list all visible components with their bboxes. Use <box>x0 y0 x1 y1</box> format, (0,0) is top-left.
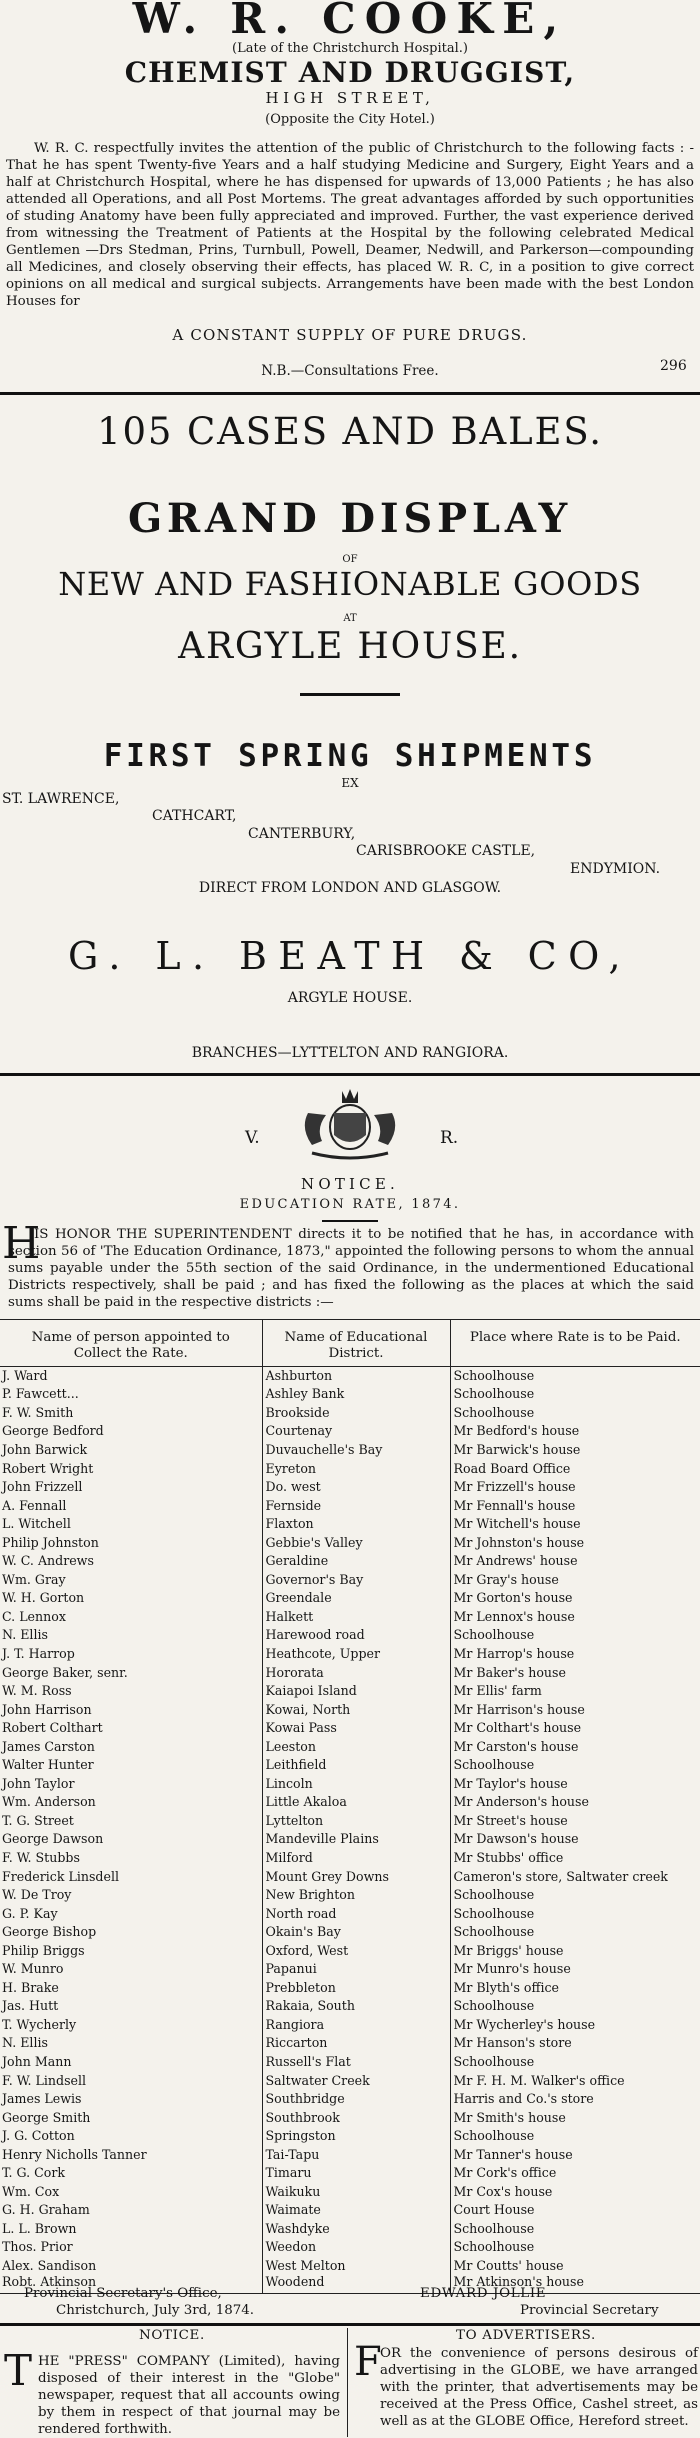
cell-district: New Brighton <box>262 1886 450 1905</box>
cell-place: Schoolhouse <box>453 1386 535 1402</box>
cell-collector: N. Ellis <box>2 2035 48 2051</box>
argyle-ship-carisbrooke: CARISBROOKE CASTLE, <box>356 843 536 859</box>
cell-district: Kaiapoi Island <box>262 1682 450 1701</box>
cell-collector: W. De Troy <box>2 1887 72 1903</box>
cell-district: Tai-Tapu <box>262 2145 450 2164</box>
table-row <box>0 1812 700 1831</box>
cell-district: Prebbleton <box>262 1979 450 1998</box>
cell-collector: W. Munro <box>2 1961 64 1977</box>
table-row <box>0 1886 700 1905</box>
cell-place: Mr Cox's house <box>453 2183 553 2199</box>
cell-collector: John Taylor <box>2 1775 75 1791</box>
cell-collector: Henry Nicholls Tanner <box>2 2146 147 2162</box>
cell-district: Ashburton <box>262 1367 450 1386</box>
cell-district: Courtenay <box>262 1422 450 1441</box>
column-divider <box>347 2328 348 2437</box>
cell-collector: Wm. Anderson <box>2 1794 96 1810</box>
table-row <box>0 1775 700 1794</box>
cell-collector: A. Fennall <box>2 1497 67 1513</box>
cell-place: Mr Witchell's house <box>453 1516 581 1532</box>
table-row <box>0 2034 700 2053</box>
cell-district: Greendale <box>262 1589 450 1608</box>
argyle-firm-house: ARGYLE HOUSE. <box>287 990 413 1006</box>
col-collector-header: Name of person appointed to Collect the Rate. <box>0 1320 262 1367</box>
cell-place: Mr Taylor's house <box>453 1775 568 1791</box>
cell-district: Saltwater Creek <box>262 2071 450 2090</box>
table-row <box>0 1979 700 1998</box>
cell-collector: George Smith <box>2 2109 91 2125</box>
table-row <box>0 2127 700 2146</box>
cell-place: Mr Frizzell's house <box>453 1479 576 1495</box>
cell-collector: P. Fawcett... <box>2 1386 79 1402</box>
argyle-house: ARGYLE HOUSE. <box>178 626 522 667</box>
table-row <box>0 1626 700 1645</box>
cooke-code: 296 <box>660 358 687 374</box>
cooke-trade: CHEMIST AND DRUGGIST, <box>124 56 576 89</box>
section-rule-3 <box>0 2323 700 2326</box>
table-row <box>0 2220 700 2239</box>
argyle-of: OF <box>342 554 358 565</box>
cell-district: Harewood road <box>262 1626 450 1645</box>
table-row <box>0 1515 700 1534</box>
cell-place: Mr Lennox's house <box>453 1608 575 1624</box>
table-row <box>0 1941 700 1960</box>
notice-subtitle: EDUCATION RATE, 1874. <box>239 1197 461 1212</box>
cell-place: Mr Munro's house <box>453 1961 571 1977</box>
table-row <box>0 1645 700 1664</box>
argyle-ship-endymion: ENDYMION. <box>570 861 661 877</box>
cell-district: Eyreton <box>262 1459 450 1478</box>
table-row <box>0 1459 700 1478</box>
cell-collector: W. M. Ross <box>2 1683 72 1699</box>
cell-collector: Wm. Cox <box>2 2183 60 2199</box>
argyle-firm: G. L. BEATH & CO, <box>68 934 632 978</box>
notice-title: NOTICE. <box>301 1175 399 1193</box>
notice-date: Christchurch, July 3rd, 1874. <box>56 2303 255 2318</box>
notice-v: V. <box>245 1128 260 1148</box>
argyle-ship-st-lawrence: ST. LAWRENCE, <box>2 791 120 807</box>
press-body-wrap <box>0 2346 344 2438</box>
cell-collector: Philip Johnston <box>2 1534 99 1550</box>
table-row <box>0 1404 700 1423</box>
press-notice <box>0 2328 344 2438</box>
cell-collector: James Lewis <box>2 2091 82 2107</box>
table-row <box>0 2071 700 2090</box>
cell-collector: N. Ellis <box>2 1627 48 1643</box>
press-title: NOTICE. <box>139 2328 205 2343</box>
table-row <box>0 1589 700 1608</box>
table-row <box>0 1478 700 1497</box>
table-row <box>0 2090 700 2109</box>
cell-place: Mr Wycherley's house <box>453 2016 596 2032</box>
cell-collector: T. G. Street <box>2 1812 74 1828</box>
cell-district: Fernside <box>262 1496 450 1515</box>
cell-place: Mr Andrews' house <box>453 1553 578 1569</box>
cell-district: Rakaia, South <box>262 1997 450 2016</box>
cell-collector: Robert Wright <box>2 1460 94 1476</box>
table-row <box>0 1422 700 1441</box>
cell-district: Russell's Flat <box>262 2053 450 2072</box>
royal-coat-of-arms-icon <box>290 1083 410 1163</box>
section-rule-1 <box>0 392 700 395</box>
cell-district: Mount Grey Downs <box>262 1867 450 1886</box>
cell-place: Road Board Office <box>453 1460 571 1476</box>
cell-district: Rangiora <box>262 2016 450 2035</box>
cooke-body: W. R. C. respectfully invites the attention of the public of Christchurch to the following facts : -That he has spent Twenty-five Years and a half studying Medicine and Surgery, Eight Years and a half at Christchurch Hospital, where he has dispensed for upwards of 13,000 Patients ; he has also attended all Operations, and all Post Mortems. The great advantages afforded by such opportunities of studing Anatomy have been fully appreciated and improved. Further, the vast experience derived from witnessing the Treatment of Patients at the Hospital by the following celebrated Medical Gentlemen —Drs Stedman, Prins, Turnbull, Powell, Deamer, Nedwill, and Parkerson—compounding all Medicines, and closely observing their effects, has placed W. R. C, in a position to give correct opinions on all medical and surgical subjects. Arrangements have been made with the best London Houses for <box>6 141 694 309</box>
cell-collector: G. H. Graham <box>2 2202 90 2218</box>
cell-district: Okain's Bay <box>262 1923 450 1942</box>
cell-place: Mr Cork's office <box>453 2165 557 2181</box>
cell-district: Kowai Pass <box>262 1719 450 1738</box>
cell-place: Schoolhouse <box>453 1368 535 1384</box>
cell-place: Schoolhouse <box>453 2239 535 2255</box>
argyle-grand: GRAND DISPLAY <box>127 495 573 542</box>
advertisers-dropcap: F <box>354 2339 382 2385</box>
section-rule-2 <box>0 1073 700 1076</box>
table-row <box>0 1441 700 1460</box>
table-row <box>0 1663 700 1682</box>
argyle-ship-cathcart: CATHCART, <box>152 808 237 824</box>
cell-collector: F. W. Smith <box>2 1404 74 1420</box>
table-row <box>0 1849 700 1868</box>
cell-district: Duvauchelle's Bay <box>262 1441 450 1460</box>
cell-place: Mr Coutts' house <box>453 2258 564 2274</box>
table-row <box>0 1737 700 1756</box>
table-row <box>0 2257 700 2276</box>
press-dropcap: T <box>4 2346 33 2395</box>
cell-place: Schoolhouse <box>453 1905 535 1921</box>
cell-collector: J. Ward <box>2 1368 48 1384</box>
table-row <box>0 1682 700 1701</box>
table-row <box>0 1571 700 1590</box>
cell-collector: Frederick Linsdell <box>2 1868 119 1884</box>
cell-place: Mr Atkinson's house <box>450 2275 700 2294</box>
cell-place: Mr Dawson's house <box>453 1831 579 1847</box>
argyle-goods: NEW AND FASHIONABLE GOODS <box>58 565 642 603</box>
cell-district: Leithfield <box>262 1756 450 1775</box>
cell-district: Brookside <box>262 1404 450 1423</box>
table-row <box>0 1904 700 1923</box>
cell-place: Mr Anderson's house <box>453 1794 589 1810</box>
cell-district: Governor's Bay <box>262 1571 450 1590</box>
table-row <box>0 1533 700 1552</box>
cell-collector: C. Lennox <box>2 1608 66 1624</box>
table-row <box>0 1756 700 1775</box>
cell-collector: Robert Colthart <box>2 1720 103 1736</box>
cell-place: Mr Harrop's house <box>453 1645 575 1661</box>
cell-collector: G. P. Kay <box>2 1905 58 1921</box>
cell-collector: T. G. Cork <box>2 2165 66 2181</box>
table-row <box>0 2183 700 2202</box>
table-row <box>0 1700 700 1719</box>
notice-body: IS HONOR THE SUPERINTENDENT directs it to be notified that he has, in accordance with section 56 of 'The Education Ordinance, 1873," appointed the following persons to whom the annual sums payable under the 55th section of the said Ordinance, in the undermentioned Educational Districts respectively, shall be paid ; and has fixed the following as the places at which the said sums shall be paid in the respective districts :— <box>8 1227 694 1310</box>
cell-place: Mr Fennall's house <box>453 1497 576 1513</box>
cell-collector: Wm. Gray <box>2 1571 66 1587</box>
advertisers-body: OR the convenience of persons desirous of advertising in the GLOBE, we have arranged with the printer, that advertisements may be received at the Press Office, Cashel street, as well as at the GLOBE Office, Hereford street. <box>380 2346 698 2429</box>
table-row <box>0 2145 700 2164</box>
cell-district: Lyttelton <box>262 1812 450 1831</box>
cell-district: Papanui <box>262 1960 450 1979</box>
cell-district: Southbridge <box>262 2090 450 2109</box>
cooke-supply: A CONSTANT SUPPLY OF PURE DRUGS. <box>172 326 528 344</box>
cell-collector: W. C. Andrews <box>2 1553 94 1569</box>
notice-signer: EDWARD JOLLIE <box>420 2286 547 2301</box>
cell-place: Schoolhouse <box>453 1887 535 1903</box>
table-row <box>0 2108 700 2127</box>
education-districts-table <box>0 1319 700 2294</box>
table-row <box>0 1608 700 1627</box>
cell-collector: L. Witchell <box>2 1516 71 1532</box>
cell-collector: Robt. Atkinson <box>0 2275 262 2294</box>
table-row <box>0 1552 700 1571</box>
cell-place: Court House <box>453 2202 535 2218</box>
cell-place: Schoolhouse <box>453 1924 535 1940</box>
table-row <box>0 1793 700 1812</box>
cell-district: Woodend <box>262 2275 450 2294</box>
table-row <box>0 1867 700 1886</box>
table-row <box>0 1923 700 1942</box>
cell-district: Southbrook <box>262 2108 450 2127</box>
cell-place: Mr Johnston's house <box>453 1534 585 1550</box>
cell-collector: James Carston <box>2 1738 95 1754</box>
cell-place: Schoolhouse <box>453 2128 535 2144</box>
cell-collector: John Mann <box>2 2054 72 2069</box>
table-row <box>0 1960 700 1979</box>
cell-collector: F. W. Lindsell <box>2 2072 87 2088</box>
cell-district: Do. west <box>262 1478 450 1497</box>
cell-district: West Melton <box>262 2257 450 2276</box>
cell-district: Halkett <box>262 1608 450 1627</box>
cell-place: Mr Tanner's house <box>453 2146 573 2162</box>
argyle-at: AT <box>343 613 357 624</box>
cell-place: Schoolhouse <box>453 1404 535 1420</box>
cell-place: Mr Gorton's house <box>453 1590 573 1606</box>
cell-district: Riccarton <box>262 2034 450 2053</box>
table-row <box>0 1830 700 1849</box>
cell-collector: F. W. Stubbs <box>2 1849 80 1865</box>
cell-district: Waikuku <box>262 2183 450 2202</box>
cell-district: Geraldine <box>262 1552 450 1571</box>
cell-place: Mr Street's house <box>453 1812 568 1828</box>
advertisers-title: TO ADVERTISERS. <box>456 2328 596 2343</box>
cell-collector: George Baker, senr. <box>2 1664 128 1680</box>
cell-district: Ashley Bank <box>262 1385 450 1404</box>
cell-place: Mr Carston's house <box>453 1738 579 1754</box>
cell-place: Harris and Co.'s store <box>453 2091 594 2107</box>
cell-district: Milford <box>262 1849 450 1868</box>
cooke-late: (Late of the Christchurch Hospital.) <box>232 41 468 56</box>
cell-district: North road <box>262 1904 450 1923</box>
cell-collector: George Bishop <box>2 1924 97 1940</box>
cell-district: Leeston <box>262 1737 450 1756</box>
cooke-nb: N.B.—Consultations Free. <box>261 363 439 379</box>
cell-place: Mr F. H. M. Walker's office <box>453 2072 625 2088</box>
cell-place: Schoolhouse <box>453 1627 535 1643</box>
table-row <box>0 1997 700 2016</box>
cell-district: Springston <box>262 2127 450 2146</box>
cell-district: Gebbie's Valley <box>262 1533 450 1552</box>
cell-district: Weedon <box>262 2238 450 2257</box>
cooke-name: W. R. COOKE, <box>132 0 568 43</box>
cell-collector: John Harrison <box>2 1701 92 1717</box>
cell-place: Schoolhouse <box>453 2220 535 2236</box>
cell-collector: Philip Briggs <box>2 1942 85 1958</box>
col-place-header: Place where Rate is to be Paid. <box>450 1320 700 1367</box>
argyle-ship-canterbury: CANTERBURY, <box>248 826 356 842</box>
cell-district: Hororata <box>262 1663 450 1682</box>
cell-place: Schoolhouse <box>453 1998 535 2014</box>
cell-place: Mr Stubbs' office <box>453 1849 564 1865</box>
cell-collector: John Frizzell <box>2 1479 83 1495</box>
cooke-street: HIGH STREET, <box>265 89 435 107</box>
notice-signer-title: Provincial Secretary <box>520 2303 659 2318</box>
argyle-shipments: FIRST SPRING SHIPMENTS <box>103 738 597 774</box>
table-row <box>0 1385 700 1404</box>
cell-collector: T. Wycherly <box>2 2016 77 2032</box>
cell-collector: Thos. Prior <box>2 2239 73 2255</box>
cell-collector: John Barwick <box>2 1441 88 1457</box>
cell-collector: J. T. Harrop <box>2 1645 75 1661</box>
argyle-ex: EX <box>341 776 359 790</box>
argyle-short-rule <box>300 693 400 696</box>
argyle-direct: DIRECT FROM LONDON AND GLASGOW. <box>198 880 502 896</box>
cell-place: Schoolhouse <box>453 2054 535 2069</box>
cell-district: Flaxton <box>262 1515 450 1534</box>
cell-place: Mr Briggs' house <box>453 1942 564 1958</box>
cell-collector: H. Brake <box>2 1979 59 1995</box>
cell-district: Little Akaloa <box>262 1793 450 1812</box>
cell-place: Mr Bedford's house <box>453 1423 580 1439</box>
argyle-headline: 105 CASES AND BALES. <box>97 410 603 453</box>
cell-place: Schoolhouse <box>453 1757 535 1773</box>
cell-district: Timaru <box>262 2164 450 2183</box>
cell-place: Mr Gray's house <box>453 1571 559 1587</box>
cell-collector: Walter Hunter <box>2 1757 94 1773</box>
cooke-opposite: (Opposite the City Hotel.) <box>265 112 435 127</box>
cell-district: Mandeville Plains <box>262 1830 450 1849</box>
cell-place: Mr Blyth's office <box>453 1979 559 1995</box>
cell-collector: W. H. Gorton <box>2 1590 85 1606</box>
argyle-branches: BRANCHES—LYTTELTON AND RANGIORA. <box>191 1045 509 1061</box>
cell-place: Mr Harrison's house <box>453 1701 585 1717</box>
notice-dropcap: H <box>2 1218 41 1269</box>
cell-district: Oxford, West <box>262 1941 450 1960</box>
cell-collector: L. L. Brown <box>2 2220 77 2236</box>
table-header-row <box>0 1320 700 1367</box>
cell-collector: J. G. Cotton <box>2 2128 75 2144</box>
cell-district: Waimate <box>262 2201 450 2220</box>
table-body <box>0 1367 700 2294</box>
table-row <box>0 2053 700 2072</box>
table-row <box>0 1719 700 1738</box>
table-row <box>0 2164 700 2183</box>
cell-district: Lincoln <box>262 1775 450 1794</box>
table-row <box>0 2201 700 2220</box>
table-row <box>0 2238 700 2257</box>
notice-short-rule <box>322 1220 378 1222</box>
notice-office: Provincial Secretary's Office, <box>24 2286 222 2301</box>
cell-place: Mr Hanson's store <box>453 2035 572 2051</box>
cell-district: Washdyke <box>262 2220 450 2239</box>
cell-place: Mr Ellis' farm <box>453 1683 542 1699</box>
cell-collector: George Dawson <box>2 1831 104 1847</box>
cell-place: Mr Smith's house <box>453 2109 566 2125</box>
cell-district: Kowai, North <box>262 1700 450 1719</box>
cell-place: Cameron's store, Saltwater creek <box>453 1868 668 1884</box>
table-row <box>0 1496 700 1515</box>
table-row <box>0 2016 700 2035</box>
advertisers-body-wrap <box>352 2339 700 2430</box>
col-district-header: Name of Educational District. <box>262 1320 450 1367</box>
cell-collector: Jas. Hutt <box>2 1998 59 2014</box>
cell-place: Mr Barwick's house <box>453 1441 581 1457</box>
cell-collector: Alex. Sandison <box>2 2258 97 2274</box>
press-body: HE "PRESS" COMPANY (Limited), having disposed of their interest in the "Globe" newspaper, request that all accounts owing by them in respect of that journal may be rendered forthwith. <box>38 2354 340 2437</box>
table-row <box>0 1367 700 1386</box>
cell-collector: George Bedford <box>2 1423 104 1439</box>
cell-place: Mr Baker's house <box>453 1664 566 1680</box>
advertisers-notice <box>352 2328 700 2430</box>
cell-district: Heathcote, Upper <box>262 1645 450 1664</box>
cell-place: Mr Colthart's house <box>453 1720 582 1736</box>
notice-r: R. <box>440 1128 459 1148</box>
